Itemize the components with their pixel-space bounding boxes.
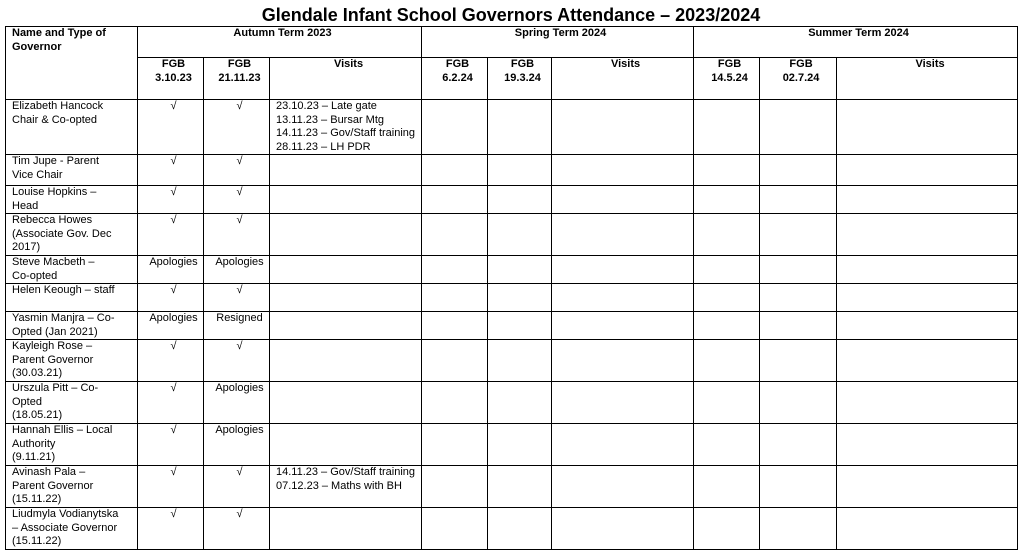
attendance-cell: Apologies bbox=[204, 424, 270, 466]
attendance-cell bbox=[488, 508, 552, 550]
visits-cell bbox=[270, 214, 422, 256]
visits-cell bbox=[270, 312, 422, 340]
visits-header: Visits bbox=[552, 58, 694, 100]
table-row bbox=[6, 424, 1018, 466]
table-row bbox=[6, 382, 1018, 424]
attendance-cell bbox=[422, 155, 488, 186]
governor-name: Avinash Pala – Parent Governor (15.11.22) bbox=[6, 466, 138, 508]
attendance-cell: √ bbox=[138, 466, 204, 508]
attendance-cell bbox=[694, 284, 760, 312]
attendance-cell bbox=[760, 466, 837, 508]
name-type-header: Name and Type of Governor bbox=[6, 27, 138, 100]
visits-cell bbox=[270, 466, 422, 508]
attendance-cell: √ bbox=[138, 214, 204, 256]
attendance-cell bbox=[488, 155, 552, 186]
attendance-cell bbox=[694, 256, 760, 284]
attendance-cell bbox=[760, 186, 837, 214]
attendance-cell bbox=[422, 340, 488, 382]
visits-cell bbox=[837, 424, 1018, 466]
fgb-header: FGB 21.11.23 bbox=[204, 58, 270, 100]
visits-header: Visits bbox=[270, 58, 422, 100]
visits-cell bbox=[552, 100, 694, 155]
fgb-header: FGB 14.5.24 bbox=[694, 58, 760, 100]
attendance-cell bbox=[694, 100, 760, 155]
attendance-table bbox=[5, 26, 1018, 550]
visits-cell bbox=[837, 382, 1018, 424]
attendance-cell bbox=[422, 284, 488, 312]
visits-cell bbox=[552, 284, 694, 312]
attendance-cell bbox=[488, 340, 552, 382]
attendance-cell: √ bbox=[204, 214, 270, 256]
visits-cell bbox=[270, 284, 422, 312]
attendance-cell: Apologies bbox=[204, 256, 270, 284]
table-row bbox=[6, 340, 1018, 382]
fgb-header: FGB 3.10.23 bbox=[138, 58, 204, 100]
governor-name: Hannah Ellis – Local Authority (9.11.21) bbox=[6, 424, 138, 466]
attendance-cell bbox=[488, 284, 552, 312]
attendance-cell bbox=[488, 256, 552, 284]
visits-cell bbox=[552, 214, 694, 256]
visits-cell bbox=[270, 508, 422, 550]
visits-cell bbox=[837, 186, 1018, 214]
governor-name: Louise Hopkins – Head bbox=[6, 186, 138, 214]
summer-term-header: Summer Term 2024 bbox=[694, 27, 1018, 58]
visits-cell bbox=[837, 155, 1018, 186]
attendance-cell bbox=[488, 424, 552, 466]
table-row bbox=[6, 186, 1018, 214]
attendance-cell: Resigned bbox=[204, 312, 270, 340]
meeting-header-row bbox=[6, 58, 1018, 100]
governor-name: Helen Keough – staff bbox=[6, 284, 138, 312]
attendance-cell bbox=[760, 424, 837, 466]
visit-entry: 14.11.23 – Gov/Staff training bbox=[276, 466, 416, 478]
page-title: Glendale Infant School Governors Attendance – 2023/2024 bbox=[261, 5, 761, 25]
attendance-cell: √ bbox=[138, 340, 204, 382]
attendance-cell bbox=[422, 312, 488, 340]
visits-cell bbox=[270, 340, 422, 382]
attendance-cell: √ bbox=[138, 284, 204, 312]
visits-cell bbox=[552, 312, 694, 340]
table-row bbox=[6, 155, 1018, 186]
attendance-cell bbox=[694, 508, 760, 550]
attendance-cell bbox=[694, 466, 760, 508]
visits-cell bbox=[837, 340, 1018, 382]
attendance-cell bbox=[760, 284, 837, 312]
visit-entry: 07.12.23 – Maths with BH bbox=[276, 479, 402, 492]
visits-cell bbox=[270, 155, 422, 186]
governor-name: Kayleigh Rose – Parent Governor (30.03.21) bbox=[6, 340, 138, 382]
attendance-cell: √ bbox=[204, 155, 270, 186]
visits-cell bbox=[552, 382, 694, 424]
governor-name: Steve Macbeth – Co-opted bbox=[6, 256, 138, 284]
visits-cell bbox=[552, 340, 694, 382]
visits-cell bbox=[837, 256, 1018, 284]
fgb-header: FGB 6.2.24 bbox=[422, 58, 488, 100]
attendance-cell bbox=[488, 186, 552, 214]
attendance-cell bbox=[760, 155, 837, 186]
visits-cell bbox=[837, 100, 1018, 155]
attendance-cell: √ bbox=[204, 508, 270, 550]
attendance-cell bbox=[422, 256, 488, 284]
attendance-cell bbox=[694, 382, 760, 424]
attendance-cell: √ bbox=[138, 100, 204, 155]
fgb-header: FGB 19.3.24 bbox=[488, 58, 552, 100]
autumn-term-header: Autumn Term 2023 bbox=[138, 27, 422, 58]
governor-name: Rebecca Howes (Associate Gov. Dec 2017) bbox=[6, 214, 138, 256]
attendance-cell: √ bbox=[204, 466, 270, 508]
attendance-cell bbox=[694, 214, 760, 256]
governor-name: Tim Jupe - Parent Vice Chair bbox=[6, 155, 138, 186]
attendance-cell: Apologies bbox=[204, 382, 270, 424]
attendance-cell bbox=[694, 186, 760, 214]
visits-cell bbox=[552, 155, 694, 186]
attendance-cell bbox=[488, 466, 552, 508]
visits-cell bbox=[837, 214, 1018, 256]
attendance-cell bbox=[694, 155, 760, 186]
attendance-cell bbox=[422, 466, 488, 508]
table-row bbox=[6, 508, 1018, 550]
attendance-cell bbox=[488, 100, 552, 155]
table-row bbox=[6, 312, 1018, 340]
visits-cell bbox=[270, 256, 422, 284]
spring-term-header: Spring Term 2024 bbox=[422, 27, 694, 58]
visits-cell bbox=[552, 424, 694, 466]
visits-cell bbox=[837, 284, 1018, 312]
attendance-cell bbox=[760, 214, 837, 256]
visits-cell bbox=[270, 186, 422, 214]
attendance-cell: √ bbox=[138, 382, 204, 424]
table-row bbox=[6, 214, 1018, 256]
attendance-cell bbox=[760, 508, 837, 550]
attendance-cell bbox=[760, 382, 837, 424]
attendance-cell: √ bbox=[204, 340, 270, 382]
attendance-cell bbox=[694, 312, 760, 340]
visits-header: Visits bbox=[837, 58, 1018, 100]
attendance-cell: √ bbox=[138, 186, 204, 214]
table-row bbox=[6, 256, 1018, 284]
visits-cell bbox=[837, 466, 1018, 508]
attendance-cell bbox=[488, 382, 552, 424]
governor-name: Elizabeth Hancock Chair & Co-opted bbox=[6, 100, 138, 155]
attendance-cell bbox=[694, 424, 760, 466]
visits-cell bbox=[552, 186, 694, 214]
attendance-cell bbox=[422, 186, 488, 214]
visit-entry: 13.11.23 – Bursar Mtg bbox=[276, 113, 385, 126]
attendance-cell bbox=[422, 508, 488, 550]
attendance-cell bbox=[422, 100, 488, 155]
governor-name: Liudmyla Vodianytska – Associate Governor (15.11.22) bbox=[6, 508, 138, 550]
attendance-cell: √ bbox=[138, 424, 204, 466]
visits-cell bbox=[552, 508, 694, 550]
visits-cell bbox=[552, 466, 694, 508]
governor-name: Yasmin Manjra – Co- Opted (Jan 2021) bbox=[6, 312, 138, 340]
governor-name: Urszula Pitt – Co- Opted (18.05.21) bbox=[6, 382, 138, 424]
attendance-cell: √ bbox=[138, 508, 204, 550]
attendance-cell: √ bbox=[138, 155, 204, 186]
visits-cell bbox=[270, 100, 422, 155]
visits-cell bbox=[837, 508, 1018, 550]
attendance-cell: √ bbox=[204, 186, 270, 214]
attendance-cell: √ bbox=[204, 100, 270, 155]
visits-cell bbox=[270, 424, 422, 466]
attendance-cell bbox=[488, 214, 552, 256]
attendance-cell: Apologies bbox=[138, 256, 204, 284]
attendance-cell bbox=[694, 340, 760, 382]
attendance-cell bbox=[760, 256, 837, 284]
attendance-cell: Apologies bbox=[138, 312, 204, 340]
table-row bbox=[6, 284, 1018, 312]
term-header-row bbox=[6, 27, 1018, 58]
visits-cell bbox=[552, 256, 694, 284]
attendance-cell bbox=[422, 382, 488, 424]
visit-entry: 14.11.23 – Gov/Staff training bbox=[276, 127, 416, 139]
attendance-cell bbox=[488, 312, 552, 340]
attendance-cell bbox=[760, 100, 837, 155]
visit-entry: 23.10.23 – Late gate bbox=[276, 100, 377, 112]
attendance-cell: √ bbox=[204, 284, 270, 312]
attendance-cell bbox=[422, 214, 488, 256]
table-row bbox=[6, 100, 1018, 155]
attendance-cell bbox=[422, 424, 488, 466]
visit-entry: 28.11.23 – LH PDR bbox=[276, 140, 371, 153]
attendance-cell bbox=[760, 340, 837, 382]
attendance-cell bbox=[760, 312, 837, 340]
visits-cell bbox=[837, 312, 1018, 340]
fgb-header: FGB 02.7.24 bbox=[760, 58, 837, 100]
visits-cell bbox=[270, 382, 422, 424]
table-row bbox=[6, 466, 1018, 508]
